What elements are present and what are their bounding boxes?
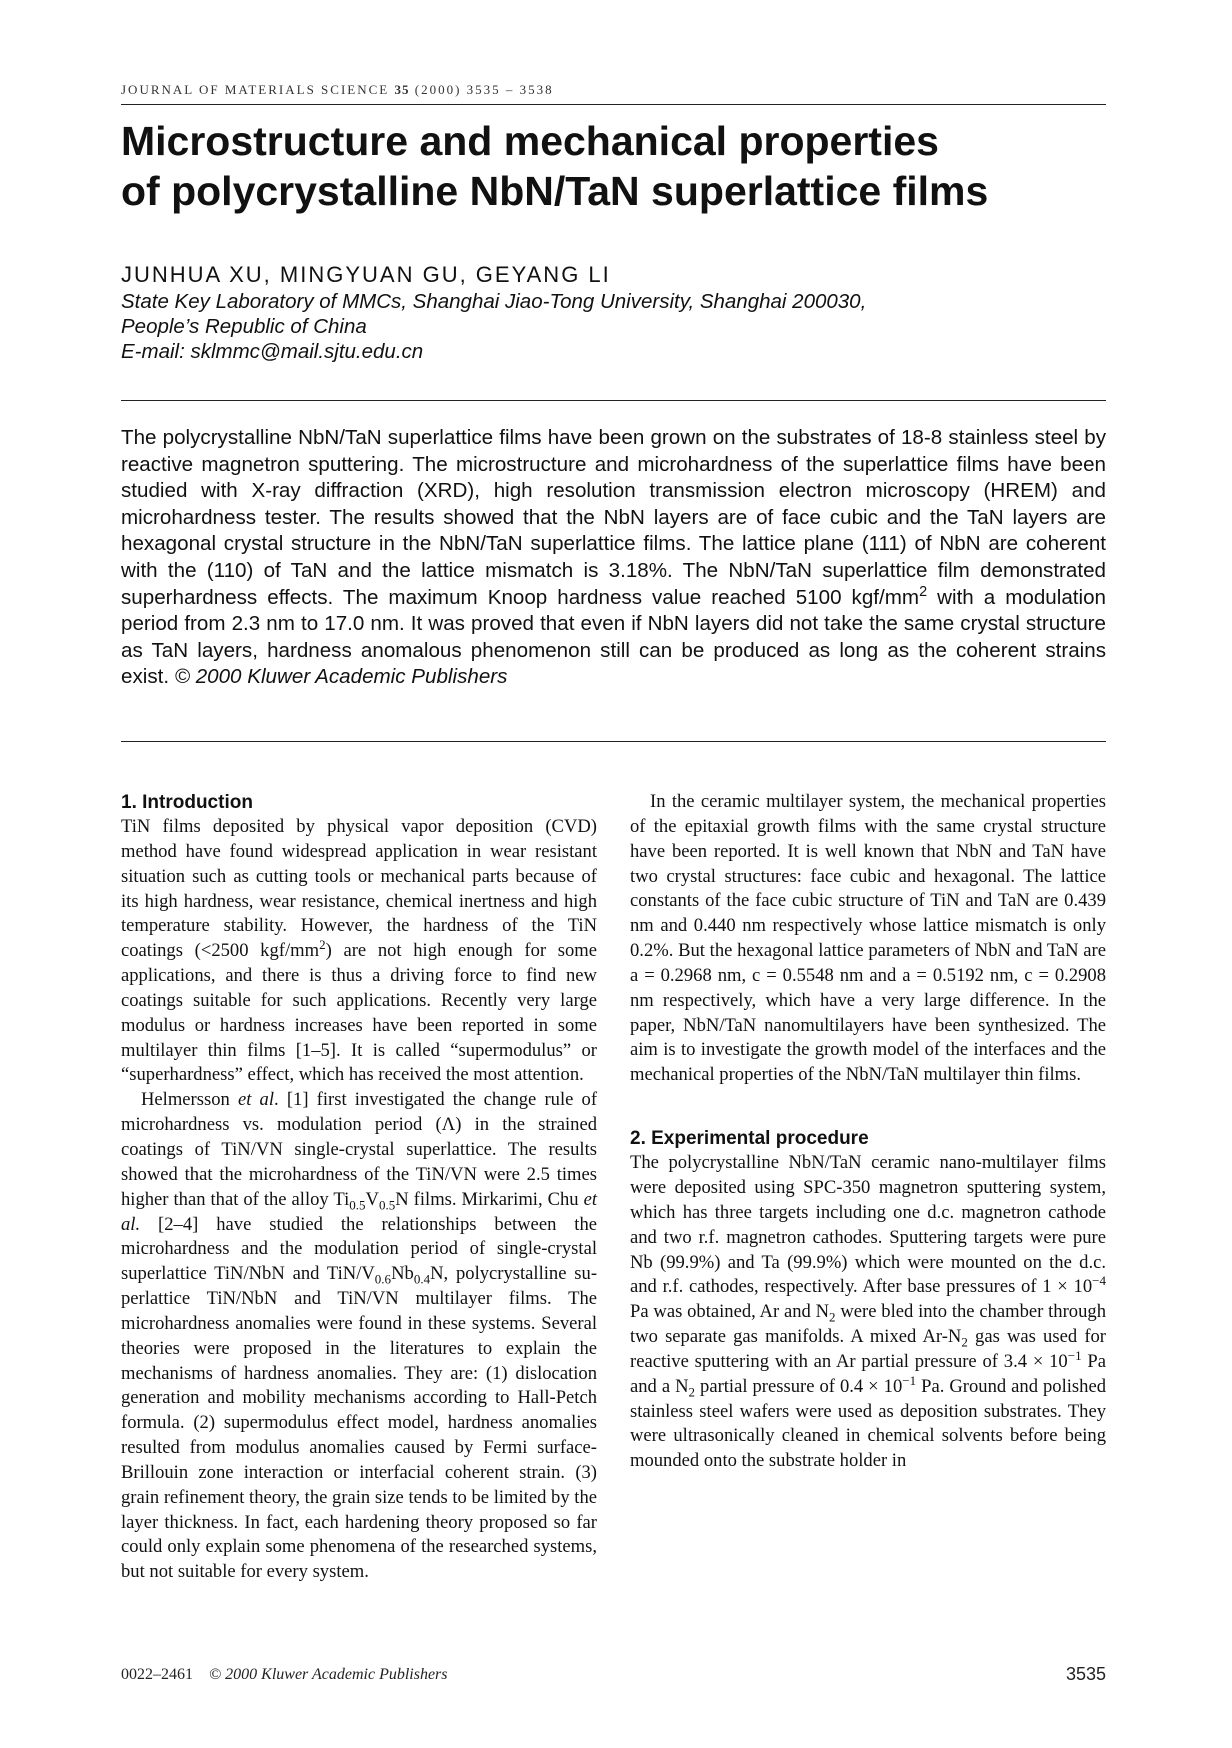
right-column	[630, 790, 1106, 1474]
text-run: V	[365, 1188, 379, 1210]
section-heading-experimental: 2. Experimental procedure	[630, 1128, 869, 1150]
text-run: N, polycrystalline superlattice TiN/NbN and TiN/VN multilayer films. The microhardness anomalies were found in these systems. Several theories were proposed in the literatures to explain the mechanisms of hardness anomalies. They are: (1) dislocation generation and mobility mechanisms according to Hall-Petch formula. (2) supermodulus effect model, hardness anomalies resulted from modulus anomalies caused by Fermi surface-Brillouin zone interaction or interfacial coherent strain. (3) grain refinement theory, the grain size tends to be limited by the layer thickness. In fact, each hardening theory proposed so far could only explain some phenomena of the researched systems, but not suitable for every system.	[121, 1263, 598, 1583]
subscript: 0.5	[349, 1197, 366, 1213]
subscript: 2	[829, 1309, 836, 1325]
text-run: gas was used for reactive sputtering with an Ar partial pressure of 3.4 × 10	[630, 1326, 1106, 1372]
italic-text: et al.	[121, 1188, 597, 1235]
text-run: Pa. Ground and polished stainless steel wafers were used as deposition substrates. They were ultrasonically cleaned in chemical solvents before being mounded onto the substrate holder in	[630, 1375, 1107, 1472]
affiliation-line-1: State Key Laboratory of MMCs, Shanghai Jiao-Tong University, Shanghai 200030,	[121, 290, 867, 313]
affiliation	[121, 289, 1106, 364]
year-pages: (2000) 3535 – 3538	[414, 82, 554, 97]
intro-paragraph-1	[121, 815, 597, 1088]
abstract-text-2: with a modulation period from 2.3 nm to 17.0 nm. It was proved that even if NbN layers did not take the same crystal structure as TaN layers, hardness anomalous phenomenon still can be produced as long as the coherent strains exist.	[121, 585, 1106, 689]
text-run: TiN films deposited by physical vapor deposition (CVD) method have found widespread application in wear resistant situation such as cutting tools or mechanical parts because of its high hardness, wear resistance, chemical inertness and high temperature stability. However, the hardness of the TiN coatings (<2500 kgf/mm	[121, 816, 597, 962]
issn: 0022–2461	[121, 1666, 193, 1683]
footer-publisher: © 2000 Kluwer Academic Publishers	[209, 1666, 448, 1683]
section-spacer	[630, 1088, 1106, 1126]
author-list: JUNHUA XU, MINGYUAN GU, GEYANG LI	[121, 262, 611, 287]
abstract-bottom-rule	[121, 741, 1106, 742]
text-run: ) are not high enough for some applications, and there is thus a driving force to find new coatings suitable for such applications. Recently very large modulus or hardness increases have been reported in some multilayer thin films [1–5]. It is called “supermodulus” or “superhardness” effect, which has received the most attention.	[121, 940, 597, 1086]
text-run: Helmersson	[141, 1089, 238, 1111]
paper-title	[121, 116, 1106, 216]
subscript: 2	[688, 1384, 696, 1400]
abstract-sup: 2	[919, 583, 928, 600]
text-run: were bled into the chamber through two separate gas manifolds. A mixed Ar-N	[630, 1301, 1106, 1348]
text-run: Pa was obtained, Ar and N	[630, 1301, 830, 1323]
abstract-copyright: © 2000 Kluwer Academic Publishers	[174, 665, 508, 689]
page-number: 3535	[1065, 1664, 1106, 1684]
title-line-2: of polycrystalline NbN/TaN superlattice films	[121, 168, 989, 214]
text-run: Nb	[391, 1263, 414, 1285]
section-heading-introduction: 1. Introduction	[121, 792, 253, 813]
header-rule	[121, 104, 1106, 105]
text-run: Pa and a N	[630, 1350, 1106, 1397]
text-run: The polycrystalline NbN/TaN ceramic nano-multilayer films were deposited using SPC-350 magnetron sputtering system, which has three targets including one d.c. magnetron cathode and two r.f. magnetron cathodes. Sputtering targets were pure Nb (99.9%) and Ta (99.9%) which were mounted on the d.c. and r.f. cathodes, respectively. After base pressures of 1 × 10	[630, 1152, 1106, 1298]
superscript: 2	[319, 937, 326, 953]
subscript: 0.4	[413, 1271, 431, 1287]
journal-name: JOURNAL OF MATERIALS SCIENCE	[121, 82, 390, 97]
text-run: N films. Mirkarimi, Chu	[395, 1188, 584, 1210]
superscript: −1	[1067, 1347, 1082, 1363]
affiliation-line-2: People’s Republic of China	[121, 315, 367, 338]
abstract-top-rule	[121, 400, 1106, 401]
text-run: partial pressure of 0.4 × 10	[695, 1375, 903, 1397]
abstract-text-1: The polycrystalline NbN/TaN superlattice films have been grown on the substrates of 18-8 stainless steel by reactive magnetron sputtering. The microstructure and microhardness of the superlattice films have been studied with X-ray diffraction (XRD), high resolution transmission electron microscopy (HREM) and microhardness tester. The results showed that the NbN layers are of face cubic and the TaN layers are hexagonal crystal structure in the NbN/TaN superlattice films. The lattice plane (111) of NbN are coherent with the (110) of TaN and the lattice mismatch is 3.18%. The NbN/TaN superlattice film demonstrated superhardness effects. The maximum Knoop hardness value reached 5100 kgf/mm	[121, 426, 1106, 609]
superscript: −4	[1092, 1273, 1106, 1289]
subscript: 2	[961, 1334, 968, 1350]
email-address: E-mail: sklmmc@mail.sjtu.edu.cn	[121, 340, 424, 363]
experimental-paragraph-1	[630, 1151, 1106, 1474]
intro-paragraph-2	[121, 1088, 597, 1585]
text-run: [2–4] have studied the relationships between the microhardness and the modulation period of single-crystal superlattice TiN/NbN and TiN/V	[121, 1213, 597, 1285]
title-line-1: Microstructure and mechanical properties	[121, 118, 939, 164]
footer-left	[121, 1666, 448, 1684]
volume-number: 35	[394, 82, 410, 97]
intro-paragraph-3: In the ceramic multilayer system, the mechanical properties of the epitaxial growth films with the same crystal structure have been reported. It is well known that NbN and TaN have two crystal structures: face cubic and hexagonal. The lattice constants of the face cubic structure of TiN and TaN are 0.439 nm and 0.440 nm respectively whose lattice mismatch is only 0.2%. But the hexagonal lattice parameters of NbN and TaN are a = 0.2968 nm, c = 0.5548 nm and a = 0.5192 nm, c = 0.2908 nm respectively, which have a very large difference. In the paper, NbN/TaN nanomultilayers have been synthesized. The aim is to investigate the growth model of the interfaces and the mechanical properties of the NbN/TaN multilayer thin films.	[630, 791, 1106, 1086]
subscript: 0.5	[378, 1197, 396, 1213]
italic-text: et al	[237, 1089, 275, 1111]
left-column	[121, 790, 597, 1585]
text-run: . [1] first investigated the change rule of microhardness vs. modulation period (Λ) in the strained coatings of TiN/VN single-crystal superlattice. The results showed that the microhardness of the TiN/VN were 2.5 times higher than that of the alloy Ti	[121, 1089, 598, 1210]
superscript: −1	[902, 1372, 917, 1388]
running-head	[121, 82, 1106, 98]
subscript: 0.6	[374, 1271, 392, 1287]
abstract	[121, 425, 1106, 691]
